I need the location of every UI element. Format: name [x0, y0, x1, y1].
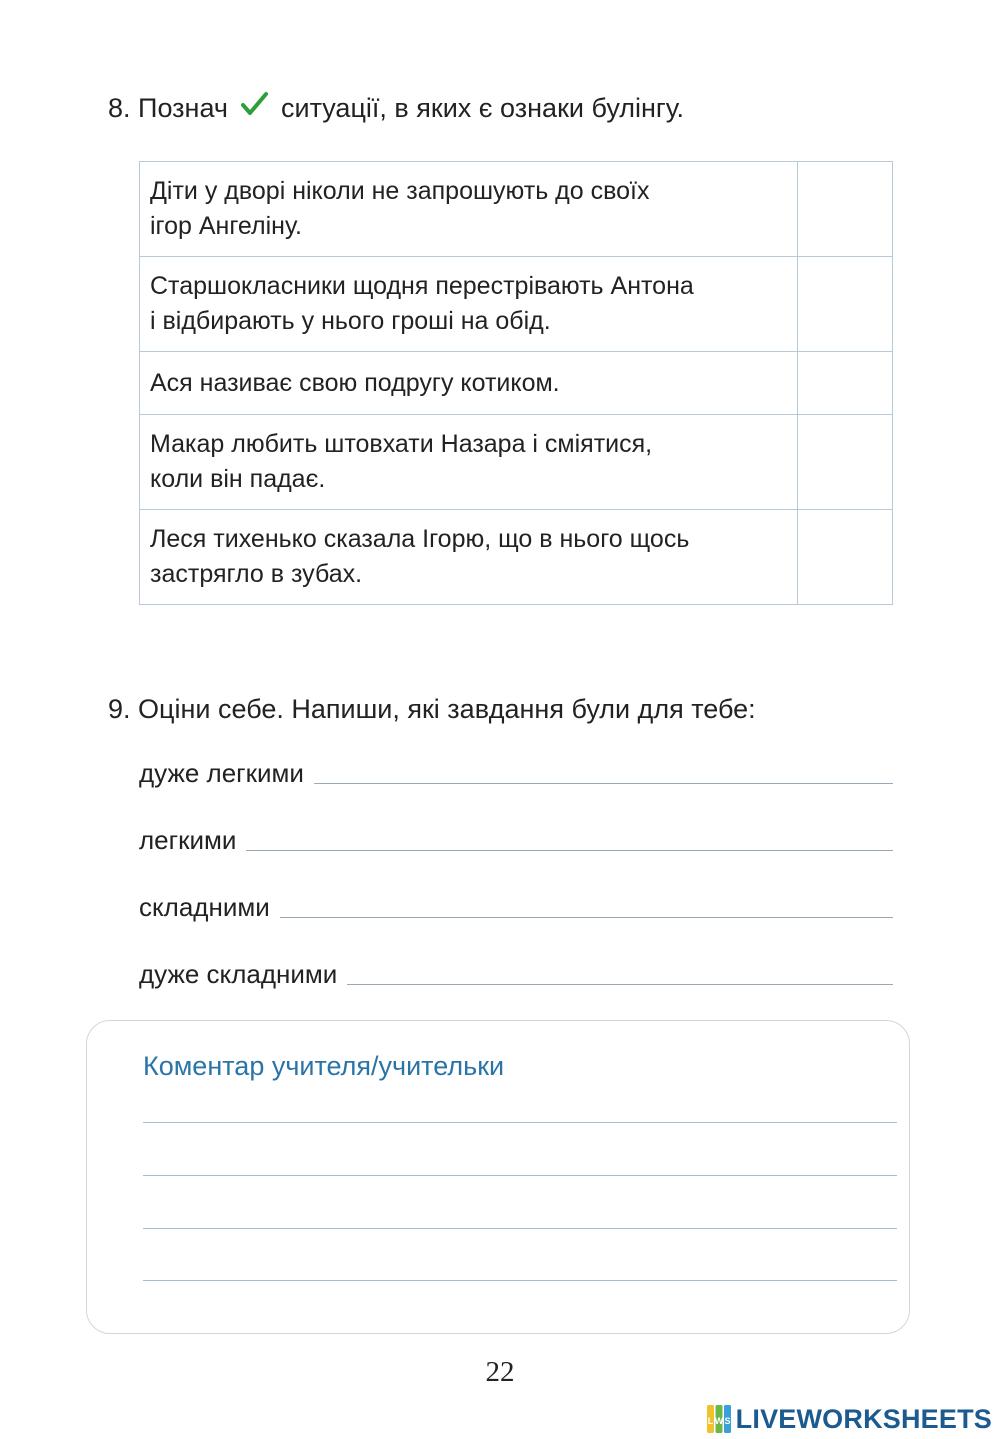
situation-line: і відбирають у нього гроші на обід. — [150, 307, 551, 335]
table-row — [140, 162, 893, 257]
very-hard-answer-input[interactable] — [347, 958, 893, 985]
task-9-number: 9. — [108, 694, 131, 724]
situation-line: Ася називає свою подругу котиком. — [150, 368, 560, 397]
task-9-title — [108, 692, 756, 726]
checkmark-icon — [239, 90, 269, 120]
self-assessment-row-very-easy — [139, 748, 893, 788]
answer-checkbox-4[interactable] — [797, 415, 892, 510]
answer-checkbox-5[interactable] — [797, 510, 892, 605]
table-row — [140, 257, 893, 352]
comment-line-input[interactable] — [143, 1093, 897, 1123]
answer-checkbox-1[interactable] — [797, 162, 892, 257]
situation-text — [140, 415, 798, 510]
self-assessment-label: дуже складними — [139, 959, 338, 989]
situation-line: Макар любить штовхати Назара і сміятися, — [150, 430, 653, 458]
page-number: 22 — [485, 1356, 515, 1388]
table-row — [140, 415, 893, 510]
task-8-number: 8. — [108, 93, 131, 123]
self-assessment-label: дуже легкими — [139, 758, 304, 788]
liveworksheets-brand — [706, 1402, 992, 1436]
svg-text:L: L — [707, 1416, 713, 1426]
self-assessment-row-hard — [139, 882, 893, 922]
situation-line: Діти у дворі ніколи не запрошують до своїх — [150, 177, 650, 205]
very-easy-answer-input[interactable] — [314, 757, 893, 784]
situation-line: застрягло в зубах. — [150, 560, 363, 588]
situation-text — [140, 510, 798, 605]
situation-text — [140, 352, 798, 415]
self-assessment-row-very-hard — [139, 949, 893, 989]
svg-text:S: S — [724, 1416, 731, 1426]
answer-checkbox-2[interactable] — [797, 257, 892, 352]
task-9-title-text: Оціни себе. Напиши, які завдання були для тебе: — [138, 694, 756, 724]
teacher-comment-box — [86, 1020, 910, 1334]
comment-line-input[interactable] — [143, 1146, 897, 1176]
situation-line: ігор Ангеліну. — [150, 212, 302, 240]
task-8-title-end: ситуації, в яких є ознаки булінгу. — [280, 93, 685, 123]
task-8-title — [108, 90, 684, 125]
comment-line-input[interactable] — [143, 1251, 897, 1281]
svg-text:W: W — [714, 1416, 723, 1426]
task-8-title-start: Познач — [138, 93, 228, 123]
situation-line: Леся тихенько сказала Ігорю, що в нього щось — [150, 525, 690, 553]
table-row — [140, 510, 893, 605]
table-row — [140, 352, 893, 415]
easy-answer-input[interactable] — [246, 824, 893, 851]
liveworksheets-logo-icon — [706, 1404, 732, 1434]
self-assessment-row-easy — [139, 815, 893, 855]
self-assessment-label: легкими — [139, 825, 237, 855]
answer-checkbox-3[interactable] — [797, 352, 892, 415]
teacher-comment-title: Коментар учителя/учительки — [143, 1051, 505, 1081]
self-assessment-label: складними — [139, 892, 270, 922]
hard-answer-input[interactable] — [280, 891, 893, 918]
situation-line: коли він падає. — [150, 465, 326, 493]
comment-line-input[interactable] — [143, 1199, 897, 1229]
situation-text — [140, 162, 798, 257]
situation-line: Старшокласники щодня перестрівають Антона — [150, 272, 694, 300]
liveworksheets-brand-text: LIVEWORKSHEETS — [735, 1403, 992, 1434]
situation-text — [140, 257, 798, 352]
situations-table — [139, 161, 893, 605]
